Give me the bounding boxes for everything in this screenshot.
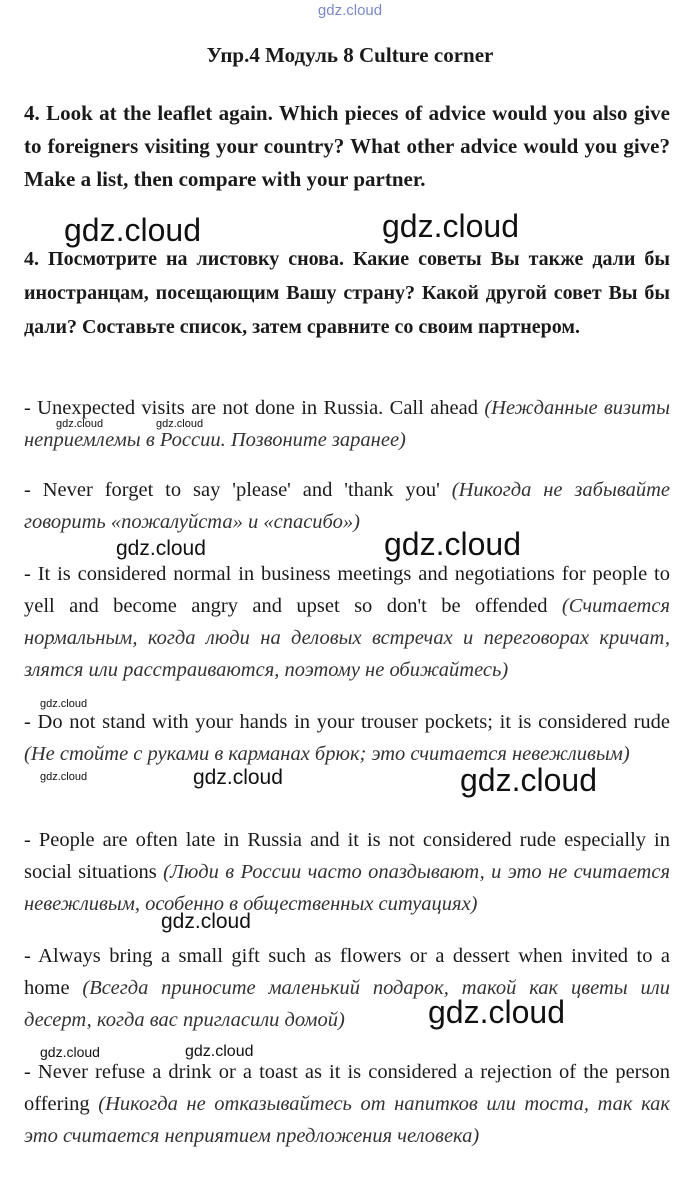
watermark: gdz.cloud xyxy=(116,537,206,560)
advice-translation: (Никогда не отказывайтесь от напитков или тоста, так как это считается неприятием предложения человека) xyxy=(24,1093,671,1147)
watermark: gdz.cloud xyxy=(56,418,104,430)
advice-translation: (Люди в России часто опаздывают, и это не считается невежливым, особенно в общественных ситуациях) xyxy=(24,861,670,915)
page-title: Упр.4 Модуль 8 Culture corner xyxy=(206,43,494,67)
advice-text: - Do not stand with your hands in your trouser pockets; it is considered rude xyxy=(24,711,670,733)
advice-item xyxy=(24,558,670,686)
task-english: 4. Look at the leaflet again. Which pieces of advice would you also give to foreigners visiting your country? What other advice would you give? Make a list, then compare with your partner. xyxy=(24,101,670,191)
advice-item xyxy=(24,824,670,920)
advice-item xyxy=(24,392,670,456)
advice-text: - It is considered normal in business meetings and negotiations for people to yell and become angry and upset so don't be offended xyxy=(24,563,670,617)
advice-translation: (Не стойте с руками в карманах брюк; это считается невежливым) xyxy=(24,743,630,765)
watermark: gdz.cloud xyxy=(193,766,283,789)
watermark: gdz.cloud xyxy=(40,698,88,710)
watermark: gdz.cloud xyxy=(40,1044,100,1060)
advice-item xyxy=(24,1056,670,1152)
advice-item xyxy=(24,474,670,538)
watermark: gdz.cloud xyxy=(185,1043,254,1060)
task-russian: 4. Посмотрите на листовку снова. Какие советы Вы также дали бы иностранцам, посещающим Вашу страну? Какой другой совет Вы бы дали? Составьте список, затем сравните со своим партнером. xyxy=(24,248,670,338)
advice-translation: (Всегда приносите маленький подарок, такой как цветы или десерт, когда вас пригласили домой) xyxy=(24,977,670,1031)
watermark: gdz.cloud xyxy=(460,762,597,798)
watermark: gdz.cloud xyxy=(382,208,519,244)
advice-item xyxy=(24,706,670,770)
watermark: gdz.cloud xyxy=(428,994,565,1030)
advice-text: - Unexpected visits are not done in Russia. Call ahead xyxy=(24,397,478,419)
watermark: gdz.cloud xyxy=(161,910,251,933)
advice-text: - Never refuse a drink or a toast as it is considered a rejection of the person offering xyxy=(24,1061,670,1115)
advice-item xyxy=(24,940,670,1036)
site-header-label[interactable]: gdz.cloud xyxy=(317,2,383,19)
advice-text: - People are often late in Russia and it is not considered rude especially in social situations xyxy=(24,829,670,883)
watermark: gdz.cloud xyxy=(384,526,521,562)
advice-text: - Always bring a small gift such as flowers or a dessert when invited to a home xyxy=(24,945,670,999)
advice-translation: (Никогда не забывайте говорить «пожалуйста» и «спасибо») xyxy=(24,479,670,533)
watermark: gdz.cloud xyxy=(156,418,204,430)
advice-translation: (Считается нормальным, когда люди на деловых встречах и переговорах кричат, злятся или расстраиваются, поэтому не обижайтесь) xyxy=(24,595,670,681)
watermark: gdz.cloud xyxy=(40,771,88,783)
advice-translation: (Нежданные визиты неприемлемы в России. Позвоните заранее) xyxy=(24,397,670,451)
watermark: gdz.cloud xyxy=(64,212,201,248)
advice-text: - Never forget to say 'please' and 'thank you' xyxy=(24,479,440,501)
